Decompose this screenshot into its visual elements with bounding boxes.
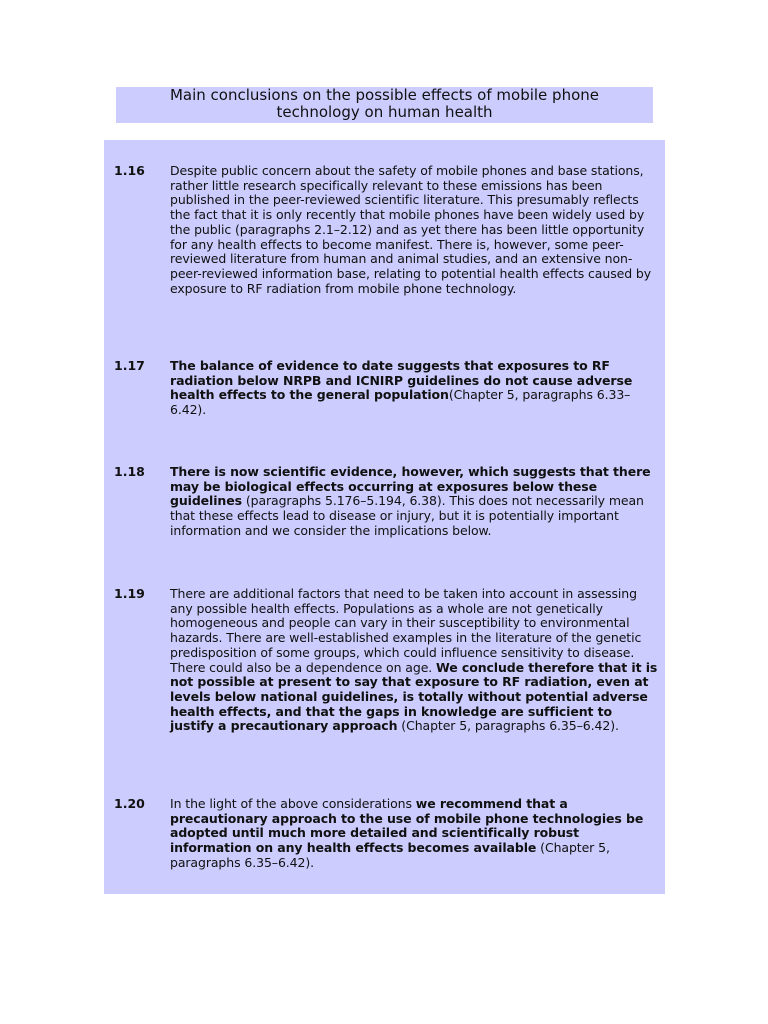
trailing-text: (Chapter 5, paragraphs 6.35–6.42). (397, 718, 619, 734)
plain-text: Despite public concern about the safety of mobile phones and base stations, rather little research specifically relevant to these emissions has been published in the peer-reviewed scientific literature. This presumably reflects the fact that it is only recently that mobile phones have been widely used by the public (paragraphs 2.1–2.12) and as yet there has been little opportunity for any health effects to become manifest. There is, however, some peer-reviewed literature from human and animal studies, and an extensive non-peer-reviewed information base, relating to potential health effects caused by exposure to RF radiation from mobile phone technology. (170, 163, 652, 296)
paragraph-number: 1.17 (114, 358, 145, 373)
trailing-text: (Chapter 5, paragraphs 6.33–6.42). (170, 387, 631, 418)
paragraph-text (170, 164, 660, 296)
paragraph-number: 1.18 (114, 464, 145, 479)
bold-text: we recommend that a precautionary approach to the use of mobile phone technologies be adopted until much more detailed and scientifically robust information on any health effects becomes available (170, 796, 644, 856)
conclusions-panel (104, 140, 665, 894)
paragraph-text (170, 587, 660, 734)
paragraph-number: 1.20 (114, 796, 145, 811)
bold-text: The balance of evidence to date suggests that exposures to RF radiation below NRPB and ICNIRP guidelines do not cause adverse health effects to the general population (170, 358, 633, 403)
trailing-text: (paragraphs 5.176–5.194, 6.38). This does not necessarily mean that these effects lead to disease or injury, but it is potentially important information and we consider the implications below. (170, 493, 644, 538)
trailing-text: (Chapter 5, paragraphs 6.35–6.42). (170, 840, 610, 870)
paragraph-text (170, 359, 660, 418)
title-line-2: technology on human health (276, 103, 493, 121)
bold-text: We conclude therefore that it is not possible at present to say that exposure to RF radiation, even at levels below national guidelines, is totally without potential adverse health effects, and that the gaps in knowledge are sufficient to justify a precautionary approach (170, 659, 658, 734)
leading-text: In the light of the above considerations (170, 796, 416, 811)
paragraph-number: 1.19 (114, 586, 145, 601)
page-title (116, 87, 653, 123)
bold-text: There is now scientific evidence, however, which suggests that there may be biological effects occurring at exposures below these guidelines (170, 464, 651, 509)
paragraph-number: 1.16 (114, 163, 145, 178)
title-line-1: Main conclusions on the possible effects of mobile phone (169, 86, 599, 104)
leading-text: There are additional factors that need to be taken into account in assessing any possible health effects. Populations as a whole are not genetically homogeneous and people can vary in their susceptibility to environmental hazards. There are well-established examples in the literature of the genetic predisposition of some groups, which could influence sensitivity to disease. There could also be a dependence on age. (170, 586, 642, 675)
paragraph-text (170, 465, 660, 539)
paragraph-text (170, 797, 660, 871)
